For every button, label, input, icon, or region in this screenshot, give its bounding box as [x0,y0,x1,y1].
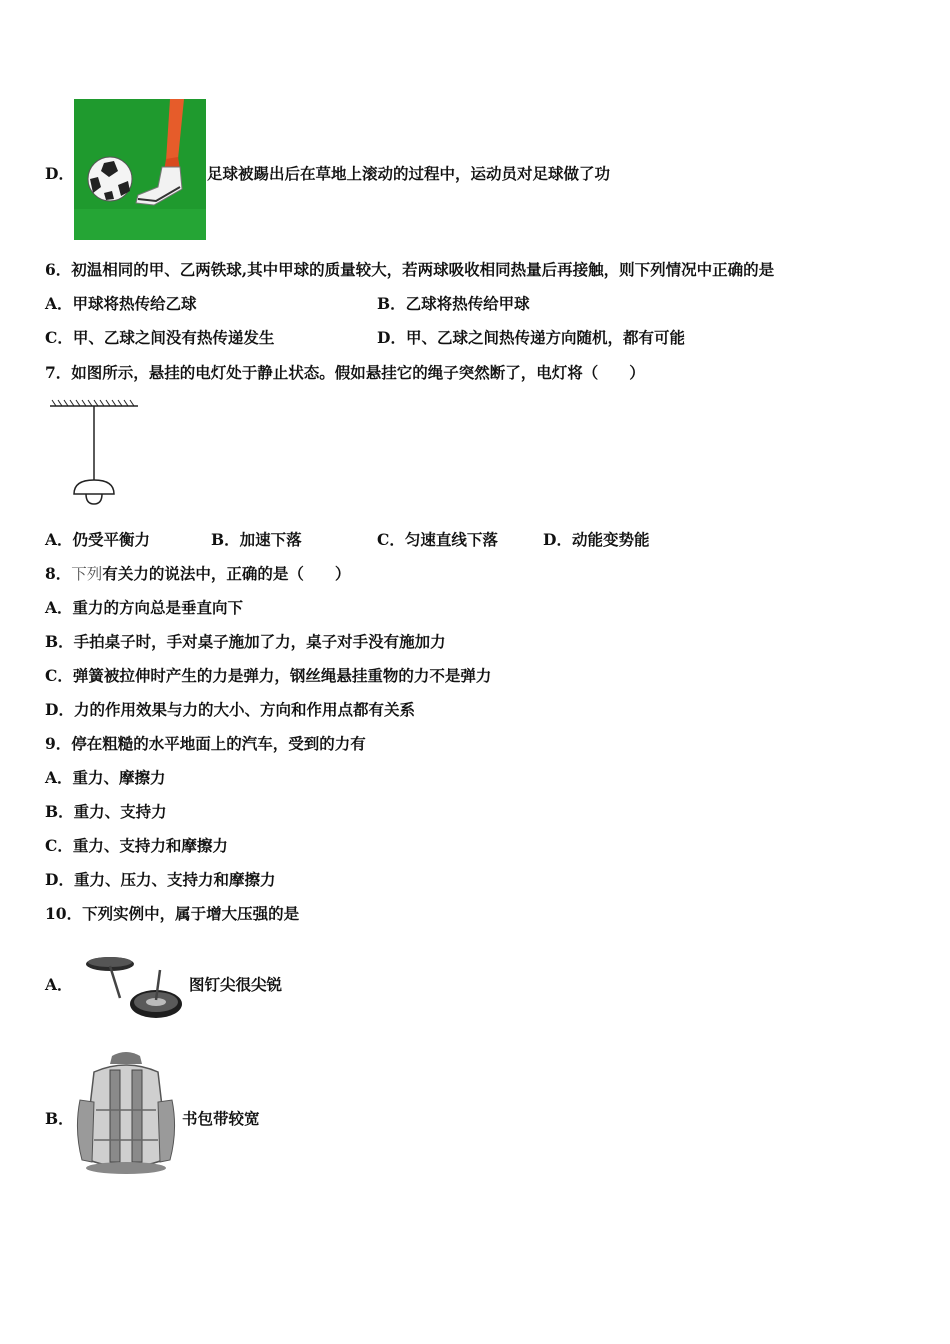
q8-option-c: C．弹簧被拉伸时产生的力是弹力，钢丝绳悬挂重物的力不是弹力 [45,666,492,685]
q9-option-b: B．重力、支持力 [45,802,167,821]
q9-stem: 9．停在粗糙的水平地面上的汽车，受到的力有 [45,734,366,753]
q7-stem: 7．如图所示，悬挂的电灯处于静止状态。假如悬挂它的绳子突然断了，电灯将（ ） [45,363,645,382]
q10-option-b-text: 书包带较宽 [182,1109,260,1128]
q6-stem: 6．初温相同的甲、乙两铁球,其中甲球的质量较大，若两球吸收相同热量后再接触，则下列情况中正确的是 [45,260,775,279]
football-kick-image [74,99,206,240]
q5-option-d-label: D． [45,164,74,183]
q9-option-c: C．重力、支持力和摩擦力 [45,836,228,855]
q7-option-d: D．动能变势能 [543,530,650,549]
q10-option-b-label: B． [45,1109,74,1128]
q8-stem [45,563,350,585]
q6-option-b: B．乙球将热传给甲球 [377,294,530,313]
q8-stem-grey: 下列 [71,565,103,583]
q7-option-c: C．匀速直线下落 [377,530,498,549]
q6-option-c: C．甲、乙球之间没有热传递发生 [45,328,275,347]
q10-option-a-text: 图钉尖很尖锐 [189,975,283,994]
q6-option-a: A．甲球将热传给乙球 [45,294,197,313]
q6-option-d: D．甲、乙球之间热传递方向随机，都有可能 [377,328,685,347]
backpack-image [72,1050,180,1178]
q8-number: 8． [45,564,72,583]
q7-option-a: A．仍受平衡力 [45,530,151,549]
q10-stem: 10．下列实例中，属于增大压强的是 [45,904,300,923]
q8-option-b: B．手拍桌子时，手对桌子施加了力，桌子对手没有施加力 [45,632,446,651]
q8-stem-rest: 有关力的说法中，正确的是（ ） [102,564,351,583]
q7-option-b: B．加速下落 [211,530,302,549]
q9-option-d: D．重力、压力、支持力和摩擦力 [45,870,276,889]
hanging-lamp-diagram [46,398,146,510]
q8-option-a: A．重力的方向总是垂直向下 [45,598,244,617]
q9-option-a: A．重力、摩擦力 [45,768,166,787]
q10-option-a-label: A． [45,975,73,994]
thumbtack-image [80,952,188,1026]
q5-option-d-text: 足球被踢出后在草地上滚动的过程中，运动员对足球做了功 [207,164,611,183]
q8-option-d: D．力的作用效果与力的大小、方向和作用点都有关系 [45,700,415,719]
